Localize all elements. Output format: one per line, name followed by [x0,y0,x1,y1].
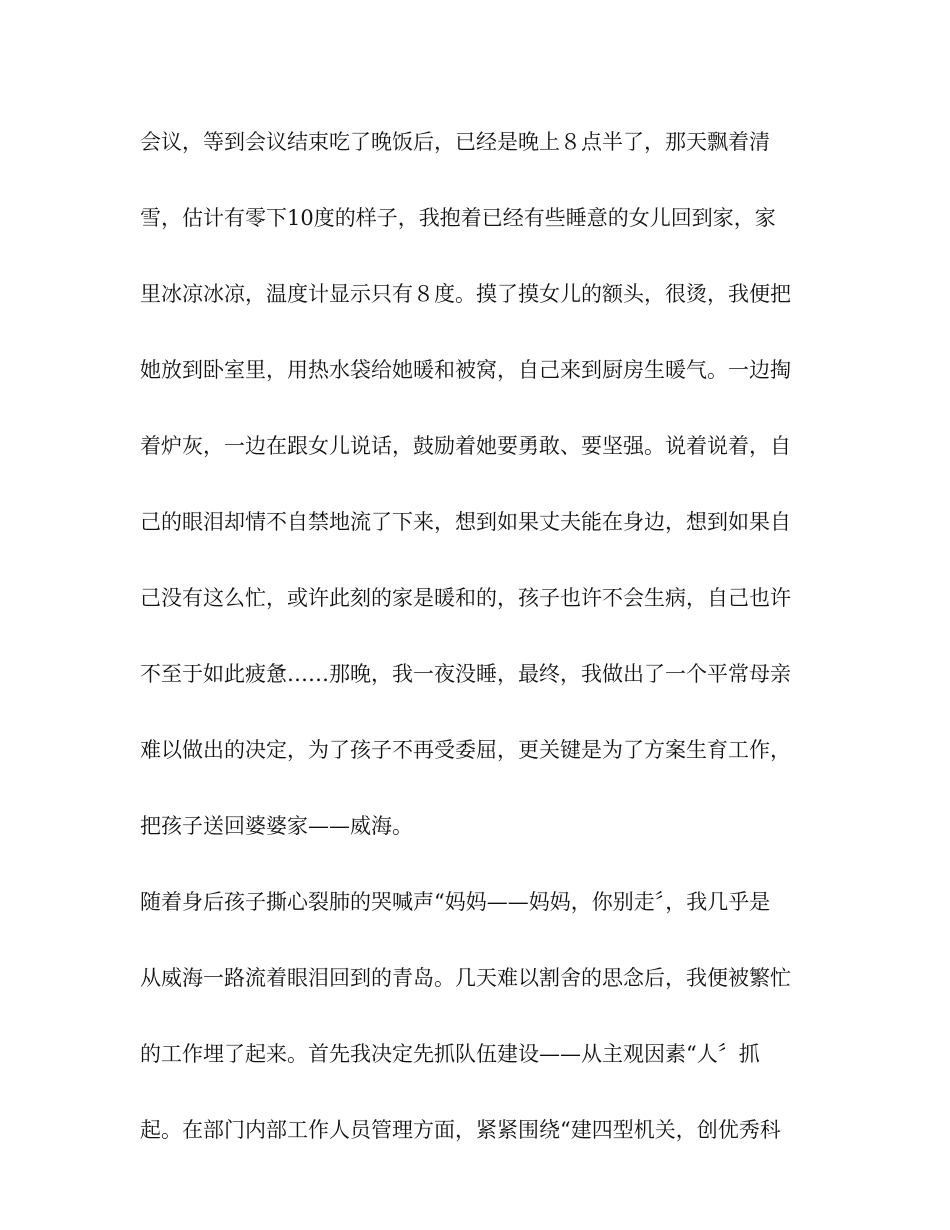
paragraph-1-line-8: 不至于如此疲惫……那晚，我一夜没睡，最终，我做出了一个平常母亲 [140,662,791,686]
paragraph-1-line-5: 着炉灰，一边在跟女儿说话，鼓励着她要勇敢、要坚强。说着说着，自 [140,434,791,458]
paragraph-2-line-4: 起。在部门内部工作人员管理方面，紧紧围绕“建四型机关，创优秀科 [140,1118,781,1142]
paragraph-1-line-2: 雪，估计有零下10度的样子，我抱着已经有些睡意的女儿回到家，家 [140,206,776,230]
paragraph-1-line-9: 难以做出的决定，为了孩子不再受委屈，更关键是为了方案生育工作， [140,738,791,762]
paragraph-1-line-6: 己的眼泪却情不自禁地流了下来，想到如果丈夫能在身边，想到如果自 [140,510,791,534]
paragraph-1-line-1: 会议，等到会议结束吃了晚饭后，已经是晚上８点半了，那天飘着清 [140,130,770,154]
paragraph-1-line-10: 把孩子送回婆婆家——威海。 [140,814,413,838]
paragraph-2-line-3: 的工作埋了起来。首先我决定先抓队伍建设——从主观因素“人〞抓 [140,1042,760,1066]
paragraph-1-line-7: 己没有这么忙，或许此刻的家是暖和的，孩子也许不会生病，自己也许 [140,586,791,610]
paragraph-2-line-1: 随着身后孩子撕心裂肺的哭喊声“妈妈——妈妈，你别走〞，我几乎是 [140,890,771,914]
paragraph-2-line-2: 从威海一路流着眼泪回到的青岛。几天难以割舍的思念后，我便被繁忙 [140,966,791,990]
paragraph-1-line-4: 她放到卧室里，用热水袋给她暖和被窝，自己来到厨房生暖气。一边掏 [140,358,791,382]
paragraph-1-line-3: 里冰凉冰凉，温度计显示只有８度。摸了摸女儿的额头，很烫，我便把 [140,282,791,306]
